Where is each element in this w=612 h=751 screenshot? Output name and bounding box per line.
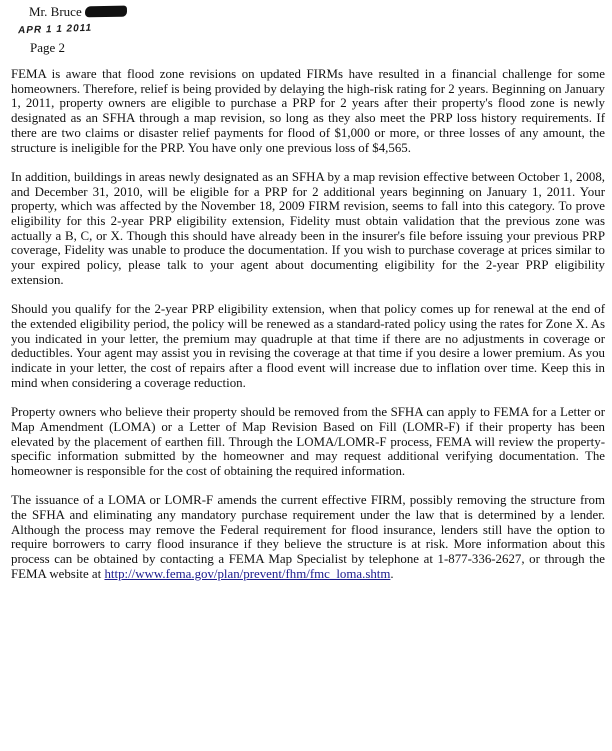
addressee-line: [29, 4, 127, 19]
paragraph-loma-issuance-text: The issuance of a LOMA or LOMR-F amends the current effective FIRM, possibly removing the structure from the SFHA and eliminating any mandatory purchase requirement under the law that is determined by a lender. Although the process may remove the Federal requirement for flood insurance, lenders still have the option to require borrowers to carry flood insurance if they believe the structure is at risk. More information about this process can be obtained by contacting a FEMA Map Specialist by telephone at 1-877-336-2627, or through the FEMA website at: [11, 493, 605, 581]
paragraph-eligibility-extension: In addition, buildings in areas newly designated as an SFHA by a map revision effective between October 1, 2008, and December 31, 2010, will be eligible for a PRP for 2 additional years beginning on January 1, 2011. Your property, which was affected by the November 18, 2009 FIRM revision, seems to fall into this category. To prove eligibility for this 2-year PRP eligibility extension, Fidelity must obtain validation that the previous zone was actually a B, C, or X. Though this should have already been in the insurer's file before issuing your previous PRP coverage, Fidelity was unable to produce the documentation. If you wish to purchase coverage at prices similar to your expired policy, please talk to your agent about documenting eligibility for the 2-year PRP eligibility extension.: [11, 169, 605, 287]
paragraph-loma-application: Property owners who believe their property should be removed from the SFHA can apply to FEMA for a Letter or Map Amendment (LOMA) or a Letter of Map Revision Based on Fill (LOMR-F) if their property has been elevated by the placement of earthen fill. Through the LOMA/LOMR-F process, FEMA will review the property-specific information submitted by the homeowner and may request additional verifying documentation. The homeowner is responsible for the cost of obtaining the required information.: [11, 405, 605, 478]
redacted-surname-block: [85, 6, 127, 18]
paragraph-prp-relief: FEMA is aware that flood zone revisions on updated FIRMs have resulted in a financial challenge for some homeowners. Therefore, relief is being provided by delaying the high-risk rating for 2 years. Beginning on January 1, 2011, property owners are eligible to purchase a PRP for 2 years after their property's flood zone is newly designated as an SFHA through a map revision, so long as they also meet the PRP loss history requirements. If there are two claims or disaster relief payments for flood of $1,000 or more, or three losses of any amount, the structure is ineligible for the PRP. You have only one previous loss of $4,565.: [11, 67, 605, 155]
letter-header: [17, 4, 127, 55]
paragraph-loma-issuance: [11, 493, 605, 581]
date-stamp: APR 1 1 2011: [17, 22, 93, 37]
letter-body: [11, 67, 605, 596]
paragraph-renewal-rates: Should you qualify for the 2-year PRP eligibility extension, when that policy comes up for renewal at the end of the extended eligibility period, the policy will be renewed as a standard-rated policy using the rates for Zone X. As you indicated in your letter, the premium may quadruple at that time if there are no adjustments in coverage or deductibles. Your agent may assist you in revising the coverage at that time if you desire a lower premium. As you indicate in your letter, the cost of repairs after a flood event will increase due to inflation over time. Keep this in mind when considering a coverage reduction.: [11, 302, 605, 390]
page-number-label: Page 2: [30, 40, 66, 55]
fema-loma-website-link[interactable]: http://www.fema.gov/plan/prevent/fhm/fmc_loma.shtm: [104, 566, 391, 581]
addressee-name: Mr. Bruce: [29, 4, 82, 19]
link-trailing-period: .: [390, 566, 394, 581]
